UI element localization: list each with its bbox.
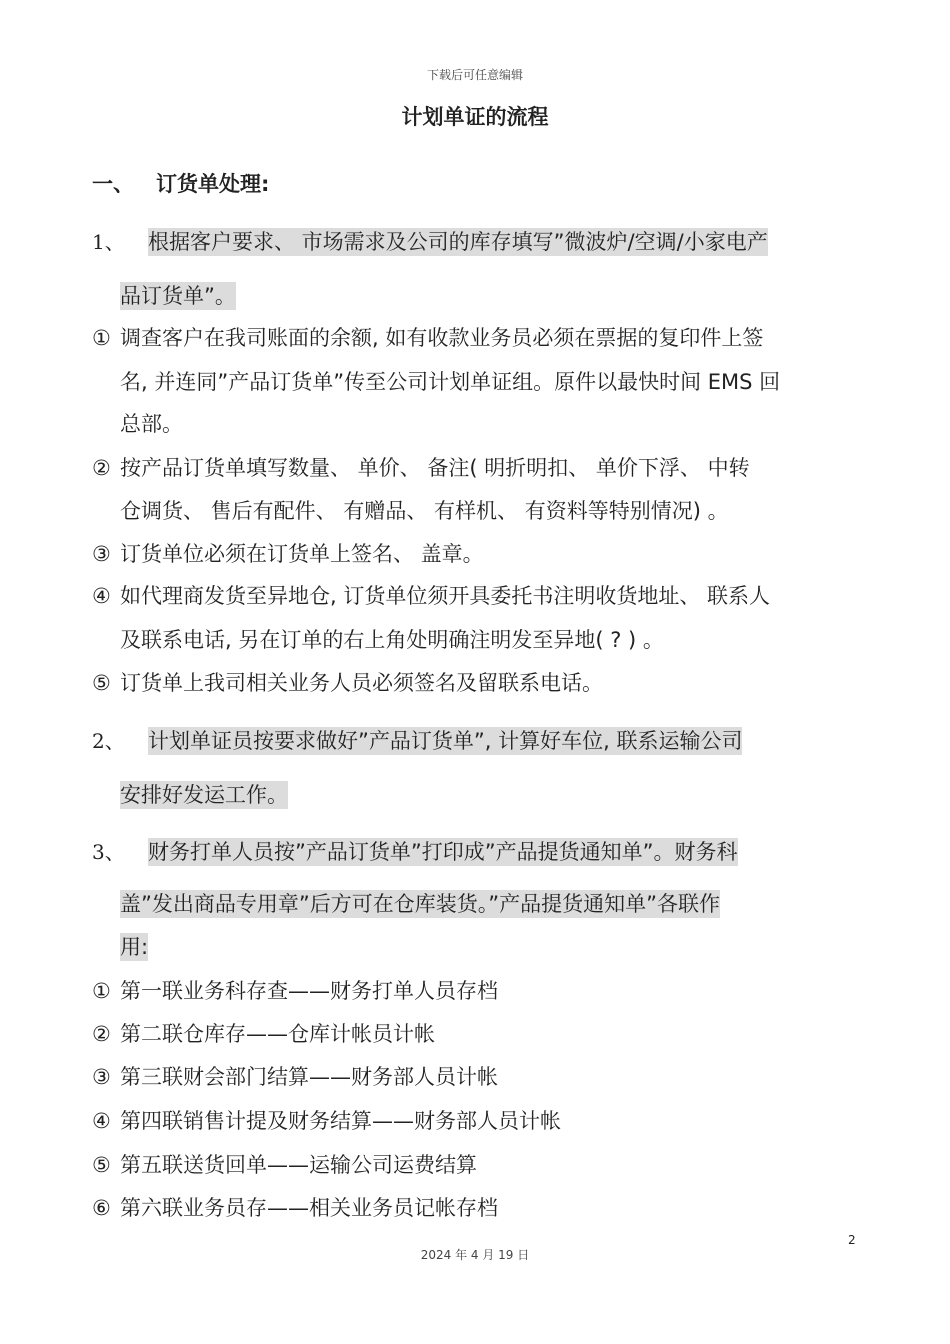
header-note: 下载后可任意编辑 — [426, 68, 523, 82]
highlighted-text: 财务打单人员按”产品订货单”打印成”产品提货通知单”。财务科 — [148, 840, 738, 864]
circled-number: ① — [92, 979, 111, 1003]
item-1-line-2 — [120, 280, 236, 310]
copy-item-3 — [92, 1061, 498, 1091]
sub-item-text: 如代理商发货至异地仓, 订货单位须开具委托书注明收货地址、 联系人 — [120, 584, 771, 608]
copy-item-6 — [92, 1192, 498, 1222]
sub-item-2-line-1 — [92, 452, 750, 482]
circled-number: ③ — [92, 1065, 111, 1089]
circled-number: ① — [92, 326, 111, 350]
copy-item-text: 第二联仓库存——仓库计帐员计帐 — [120, 1022, 435, 1046]
copy-item-4 — [92, 1105, 561, 1135]
item-3-line-1 — [92, 836, 738, 866]
copy-item-1 — [92, 975, 498, 1005]
circled-number: ③ — [92, 542, 111, 566]
footer-date: 2024 年 4 月 19 日 — [420, 1248, 530, 1262]
copy-item-text: 第一联业务科存查——财务打单人员存档 — [120, 979, 498, 1003]
highlighted-text: 安排好发运工作。 — [120, 783, 288, 807]
sub-item-text: 订货单位必须在订货单上签名、 盖章。 — [120, 542, 484, 566]
highlighted-text: 计划单证员按要求做好”产品订货单”, 计算好车位, 联系运输公司 — [148, 729, 743, 753]
section-heading — [92, 168, 269, 198]
sub-item-4-line-1 — [92, 580, 770, 610]
copy-item-text: 第五联送货回单——运输公司运费结算 — [120, 1153, 477, 1177]
item-number: 1、 — [92, 230, 125, 254]
copy-item-2 — [92, 1018, 435, 1048]
sub-item-text: 按产品订货单填写数量、 单价、 备注( 明折明扣、 单价下浮、 中转 — [120, 456, 750, 480]
circled-number: ② — [92, 1022, 111, 1046]
item-2-line-1 — [92, 725, 742, 755]
highlighted-text: 根据客户要求、 市场需求及公司的库存填写”微波炉/空调/小家电产 — [148, 230, 768, 254]
item-2-line-2 — [120, 779, 288, 809]
circled-number: ④ — [92, 584, 111, 608]
item-3-line-2 — [120, 888, 720, 918]
copy-item-5 — [92, 1149, 477, 1179]
highlighted-text: 盖”发出商品专用章”后方可在仓库装货。”产品提货通知单”各联作 — [120, 892, 721, 916]
highlighted-text: 品订货单”。 — [120, 284, 236, 308]
sub-item-1-line-1 — [92, 322, 763, 352]
circled-number: ⑤ — [92, 1153, 111, 1177]
sub-item-1-line-2: 名, 并连同”产品订货单”传至公司计划单证组。原件以最快时间 EMS 回 — [120, 370, 781, 394]
item-number: 3、 — [92, 840, 125, 864]
circled-number: ⑥ — [92, 1196, 111, 1220]
circled-number: ⑤ — [92, 671, 111, 695]
item-3-line-3 — [120, 931, 148, 961]
page-title: 计划单证的流程 — [401, 105, 549, 129]
sub-item-text: 订货单上我司相关业务人员必须签名及留联系电话。 — [120, 671, 603, 695]
copy-item-text: 第六联业务员存——相关业务员记帐存档 — [120, 1196, 498, 1220]
sub-item-1-line-3: 总部。 — [120, 412, 183, 436]
copy-item-text: 第三联财会部门结算——财务部人员计帐 — [120, 1065, 498, 1089]
item-number: 2、 — [92, 729, 125, 753]
sub-item-3 — [92, 538, 484, 568]
copy-item-text: 第四联销售计提及财务结算——财务部人员计帐 — [120, 1109, 561, 1133]
page-number: 2 — [848, 1233, 856, 1247]
section-marker: 一、 — [92, 172, 134, 196]
sub-item-4-line-2: 及联系电话, 另在订单的右上角处明确注明发至异地( ? ) 。 — [120, 628, 664, 652]
sub-item-5 — [92, 667, 603, 697]
circled-number: ② — [92, 456, 111, 480]
sub-item-text: 调查客户在我司账面的余额, 如有收款业务员必须在票据的复印件上签 — [120, 326, 764, 350]
circled-number: ④ — [92, 1109, 111, 1133]
section-title: 订货单处理: — [156, 172, 270, 196]
highlighted-text: 用: — [120, 935, 149, 959]
sub-item-2-line-2: 仓调货、 售后有配件、 有赠品、 有样机、 有资料等特别情况) 。 — [120, 499, 729, 523]
item-1-line-1 — [92, 226, 768, 256]
